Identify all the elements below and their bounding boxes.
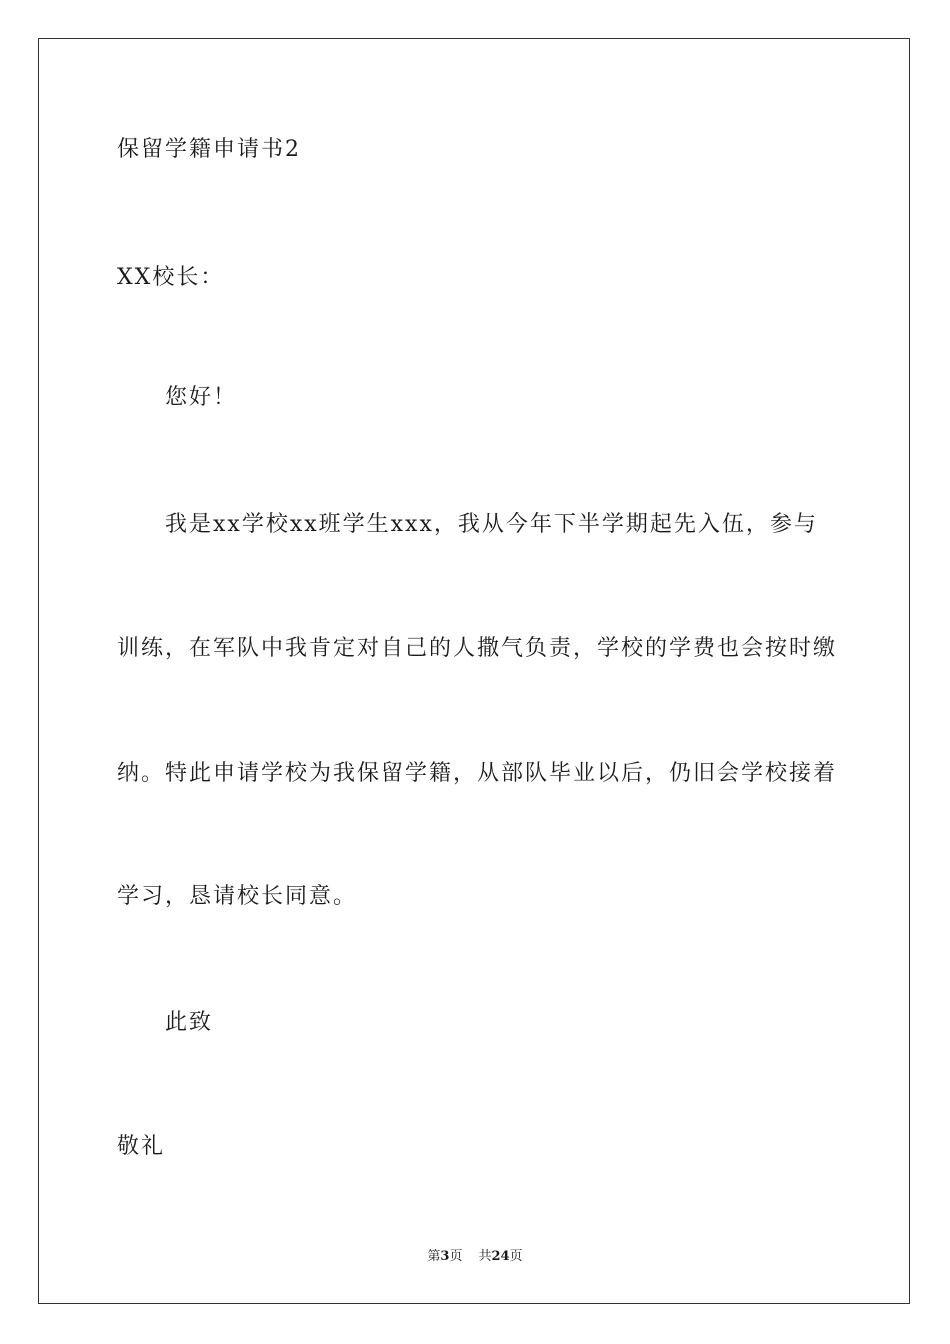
page-footer [0, 1248, 950, 1266]
footer-total-suffix: 页 [509, 1249, 523, 1264]
closing-line-1: 此致 [165, 1010, 214, 1035]
body-line-4: 学习，恳请校长同意。 [117, 884, 358, 909]
salutation: XX校长： [117, 265, 225, 290]
body-line-3: 纳。特此申请学校为我保留学籍，从部队毕业以后，仍旧会学校接着 [117, 761, 838, 786]
document-title: 保留学籍申请书2 [117, 137, 301, 162]
footer-page-suffix: 页 [449, 1249, 463, 1264]
greeting: 您好！ [165, 385, 238, 410]
footer-page-number: 3 [440, 1249, 450, 1264]
body-line-1: 我是xx学校xx班学生xxx，我从今年下半学期起先入伍，参与 [165, 512, 818, 537]
closing-line-2: 敬礼 [117, 1134, 166, 1159]
footer-total-pages: 24 [491, 1249, 510, 1264]
body-line-2: 训练，在军队中我肯定对自己的人撒气负责，学校的学费也会按时缴 [117, 636, 838, 661]
page-border [38, 38, 910, 1304]
footer-total-prefix: 共 [478, 1249, 492, 1264]
footer-page-prefix: 第 [427, 1249, 441, 1264]
